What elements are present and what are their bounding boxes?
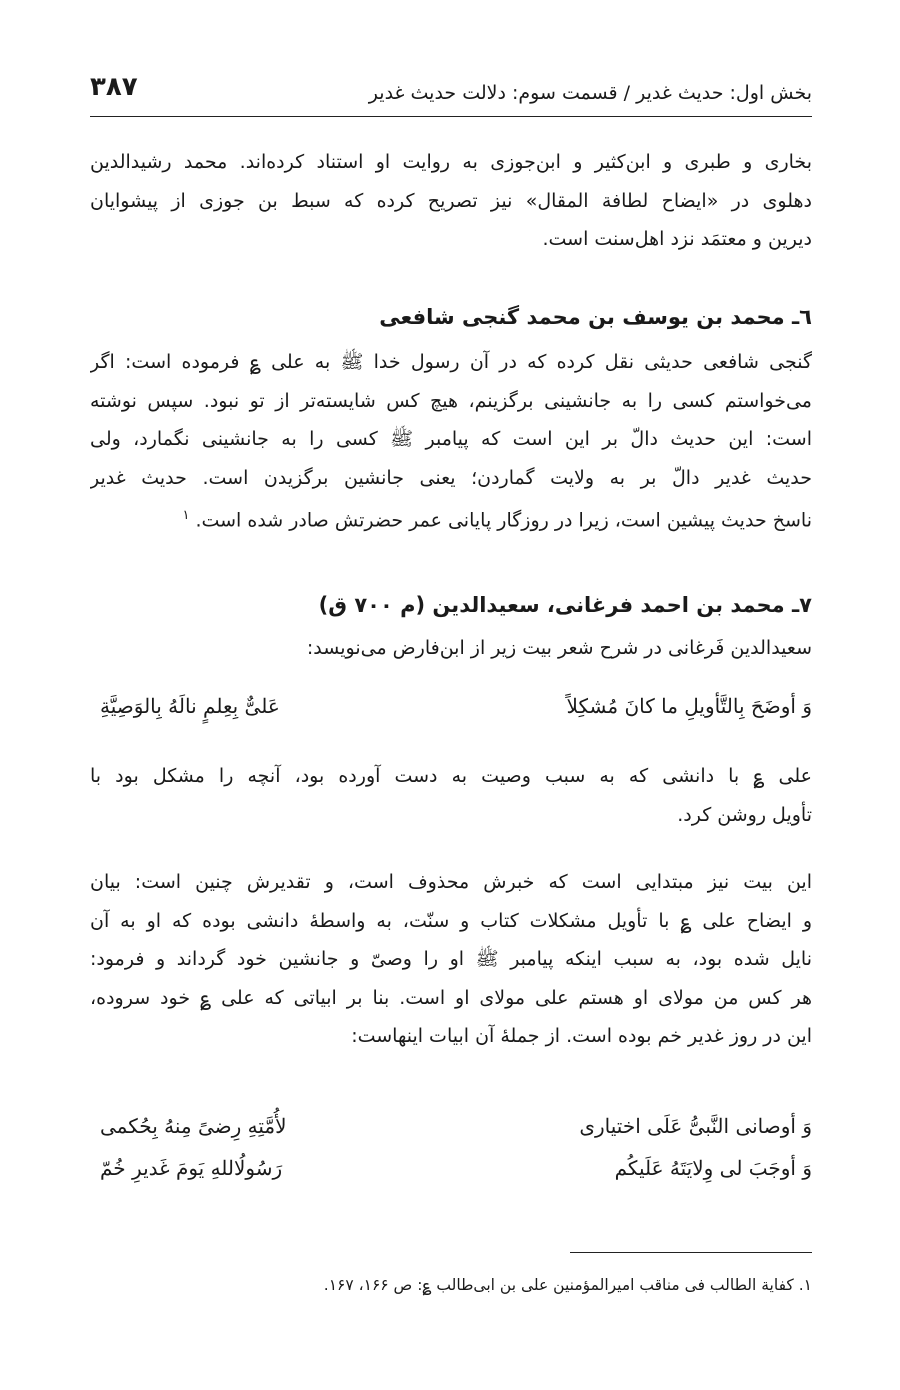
verse-hemistich-1: وَ أوجَبَ لی وِلایَتَهُ عَلَیکُم xyxy=(614,1156,812,1180)
paragraph-3 xyxy=(90,629,812,668)
verse-hemistich-1: وَ أوصانی النَّبیُّ عَلَی اختیاری xyxy=(579,1114,812,1138)
text-line: تأویل روشن کرد. xyxy=(677,803,812,826)
paragraph-5 xyxy=(90,863,812,1056)
text-line: است: این حدیث دالّ بر این است که پیامبر ﷺ کسی را به جانشینی نگمارد، ولی xyxy=(90,428,812,450)
footnote-marker: ۱ xyxy=(182,508,190,523)
page-number: ۳۸۷ xyxy=(90,72,138,102)
verse-1 xyxy=(90,688,812,730)
text-line: می‌خواستم کسی را به جانشینی برگزینم، هیچ کس شایسته‌تر از تو نبود. سپس نوشته xyxy=(90,389,812,412)
running-header xyxy=(90,68,812,118)
section-heading-6: ٦ـ محمد بن یوسف بن محمد گنجی شافعی xyxy=(379,305,812,329)
text-line: این بیت نیز مبتدایی است که خبرش محذوف است، و تقدیرش چنین است: بیان xyxy=(90,871,812,893)
footnote-rule xyxy=(570,1252,812,1253)
verse-row xyxy=(90,688,812,730)
paragraph-4 xyxy=(90,757,812,834)
text-line: دهلوی در «ایضاح لطافة المقال» نیز تصریح کرده که سبط بن جوزی از پیشوایان xyxy=(90,189,812,212)
paragraph-2 xyxy=(90,343,812,536)
text-line: حدیث غدیر دالّ بر به ولایت گماردن؛ یعنی جانشین برگزیدن است. حدیث غدیر xyxy=(90,466,812,489)
paragraph-1 xyxy=(90,143,812,259)
text-line-with-footnote xyxy=(90,497,812,536)
text-line: علی ؏ با دانشی که به سبب وصیت به دست آورده بود، آنچه را مشکل بود با xyxy=(90,765,812,787)
header-title: بخش اول: حدیث غدیر / قسمت سوم: دلالت حدیث غدیر xyxy=(368,82,812,104)
section-heading-7: ۷ـ محمد بن احمد فرغانی، سعیدالدین (م ۷۰۰ ق) xyxy=(318,593,812,617)
verse-hemistich-2: لأُمَّتِهِ رِضیً مِنهُ بِحُکمی xyxy=(100,1114,287,1138)
footnote: ۱. کفایة الطالب فی مناقب امیرالمؤمنین علی بن ابی‌طالب ؏: ص ۱۶۶، ۱۶۷. xyxy=(323,1276,812,1294)
text-line: هر کس من مولای او هستم علی مولای او است. بنا بر ابیاتی که علی ؏ خود سروده، xyxy=(90,986,812,1009)
header-rule xyxy=(90,116,812,117)
text-line: گنجی شافعی حدیثی نقل کرده که در آن رسول خدا ﷺ به علی ؏ فرموده است: اگر xyxy=(90,351,812,373)
text-line: سعیدالدین فَرغانی در شرح شعر بیت زیر از ابن‌فارض می‌نویسد: xyxy=(306,637,812,659)
text-line: ناسخ حدیث پیشین است، زیرا در روزگار پایانی عمر حضرتش صادر شده است. xyxy=(195,509,812,532)
text-line: دیرین و معتمَد نزد اهل‌سنت است. xyxy=(542,228,812,250)
text-line: این در روز غدیر خم بوده است. از جملهٔ آن ابیات اینهاست: xyxy=(351,1025,812,1047)
verse-row xyxy=(90,1150,812,1192)
text-line: و ایضاح علی ؏ با تأویل مشکلات کتاب و سنّت، به واسطهٔ دانشی بوده که او به آن xyxy=(90,909,812,932)
verse-hemistich-2: عَلیٌّ بِعِلمٍ نالَهُ بِالوَصِیَّةِ xyxy=(100,694,280,718)
text-line: بخاری و طبری و ابن‌کثیر و ابن‌جوزی به روایت او استناد کرده‌اند. محمد رشیدالدین xyxy=(90,151,812,173)
verse-row xyxy=(90,1108,812,1150)
verse-hemistich-2: رَسُولُاللهِ یَومَ غَدیرِ خُمّ xyxy=(100,1156,283,1180)
text-line: نایل شده بود، به سبب اینکه پیامبر ﷺ او را وصیّ و جانشین خود گرداند و فرمود: xyxy=(90,948,812,970)
verse-2 xyxy=(90,1108,812,1192)
verse-hemistich-1: وَ أوضَحَ بِالتَّأویلِ ما کانَ مُشکِلاً xyxy=(566,694,812,718)
